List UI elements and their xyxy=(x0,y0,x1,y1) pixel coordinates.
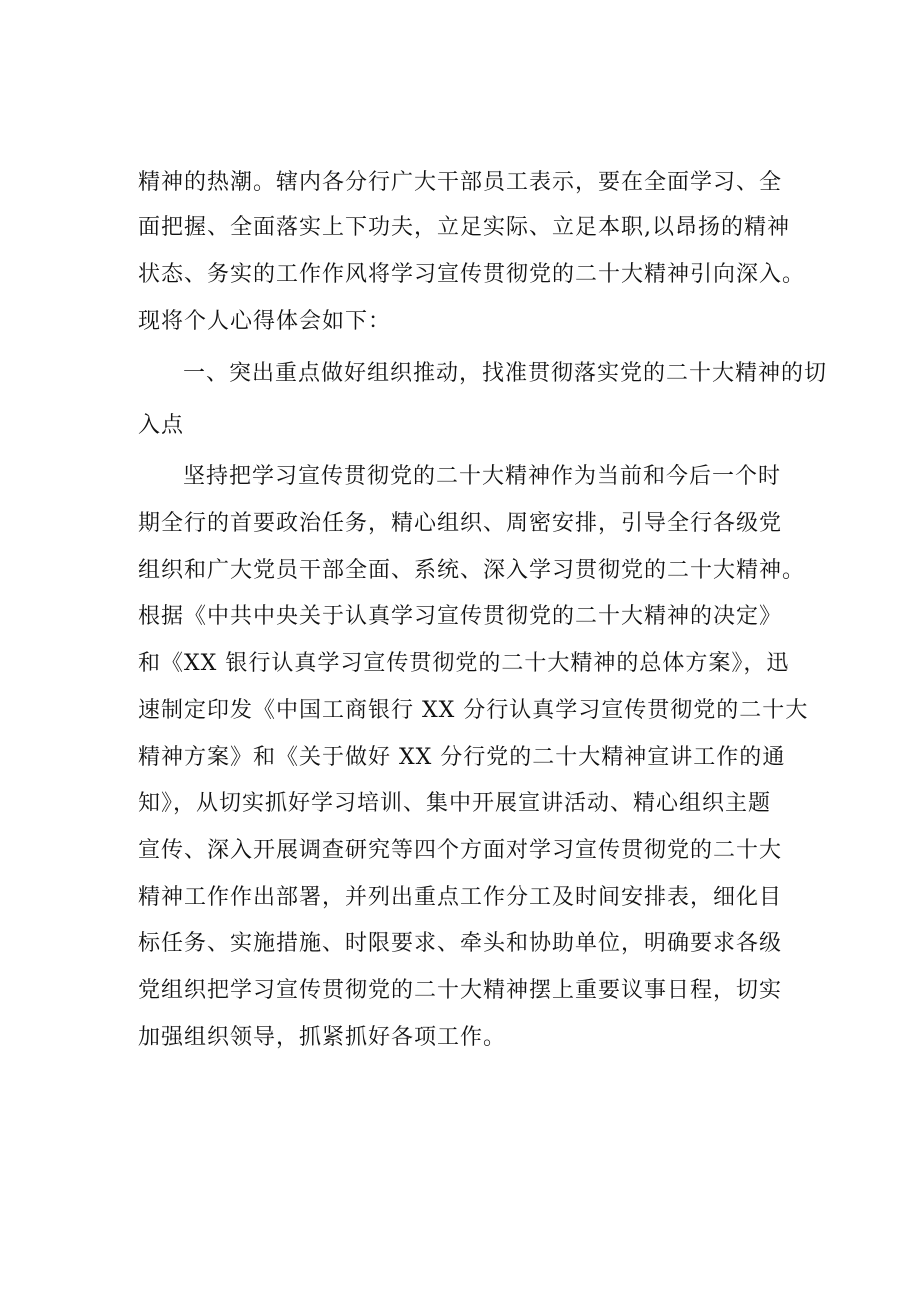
paragraph-line: 精神工作作出部署，并列出重点工作分工及时间安排表，细化目 xyxy=(138,885,783,910)
section-heading-line: 入点 xyxy=(138,413,185,438)
paragraph-line: 和《XX 银行认真学习宣传贯彻党的二十大精神的总体方案》，迅 xyxy=(138,651,790,676)
paragraph-line: 根据《中共中央关于认真学习宣传贯彻党的二十大精神的决定》 xyxy=(138,604,783,629)
paragraph-line: 现将个人心得体会如下： xyxy=(138,309,392,334)
paragraph-line: 党组织把学习宣传贯彻党的二十大精神摆上重要议事日程，切实 xyxy=(138,978,783,1003)
paragraph-line: 加强组织领导，抓紧抓好各项工作。 xyxy=(138,1025,507,1050)
paragraph-line: 组织和广大党员干部全面、系统、深入学习贯彻党的二十大精神。 xyxy=(138,558,806,583)
paragraph-line: 宣传、深入开展调查研究等四个方面对学习宣传贯彻党的二十大 xyxy=(138,838,783,863)
paragraph-line: 标任务、实施措施、时限要求、牵头和协助单位，明确要求各级 xyxy=(138,931,783,956)
paragraph-line: 状态、务实的工作作风将学习宣传贯彻党的二十大精神引向深入。 xyxy=(138,262,806,287)
paragraph-line: 面把握、全面落实上下功夫，立足实际、立足本职,以昂扬的精神 xyxy=(138,215,790,240)
paragraph-line: 精神方案》和《关于做好 XX 分行党的二十大精神宣讲工作的通 xyxy=(138,745,786,770)
section-heading-line: 一、突出重点做好组织推动，找准贯彻落实党的二十大精神的切 xyxy=(183,361,828,386)
paragraph-line: 坚持把学习宣传贯彻党的二十大精神作为当前和今后一个时 xyxy=(183,464,782,489)
paragraph-line: 期全行的首要政治任务，精心组织、周密安排，引导全行各级党 xyxy=(138,511,783,536)
paragraph-line: 知》，从切实抓好学习培训、集中开展宣讲活动、精心组织主题 xyxy=(138,791,772,816)
paragraph-line: 速制定印发《中国工商银行 XX 分行认真学习宣传贯彻党的二十大 xyxy=(138,698,809,723)
paragraph-line: 精神的热潮。辖内各分行广大干部员工表示，要在全面学习、全 xyxy=(138,170,783,195)
